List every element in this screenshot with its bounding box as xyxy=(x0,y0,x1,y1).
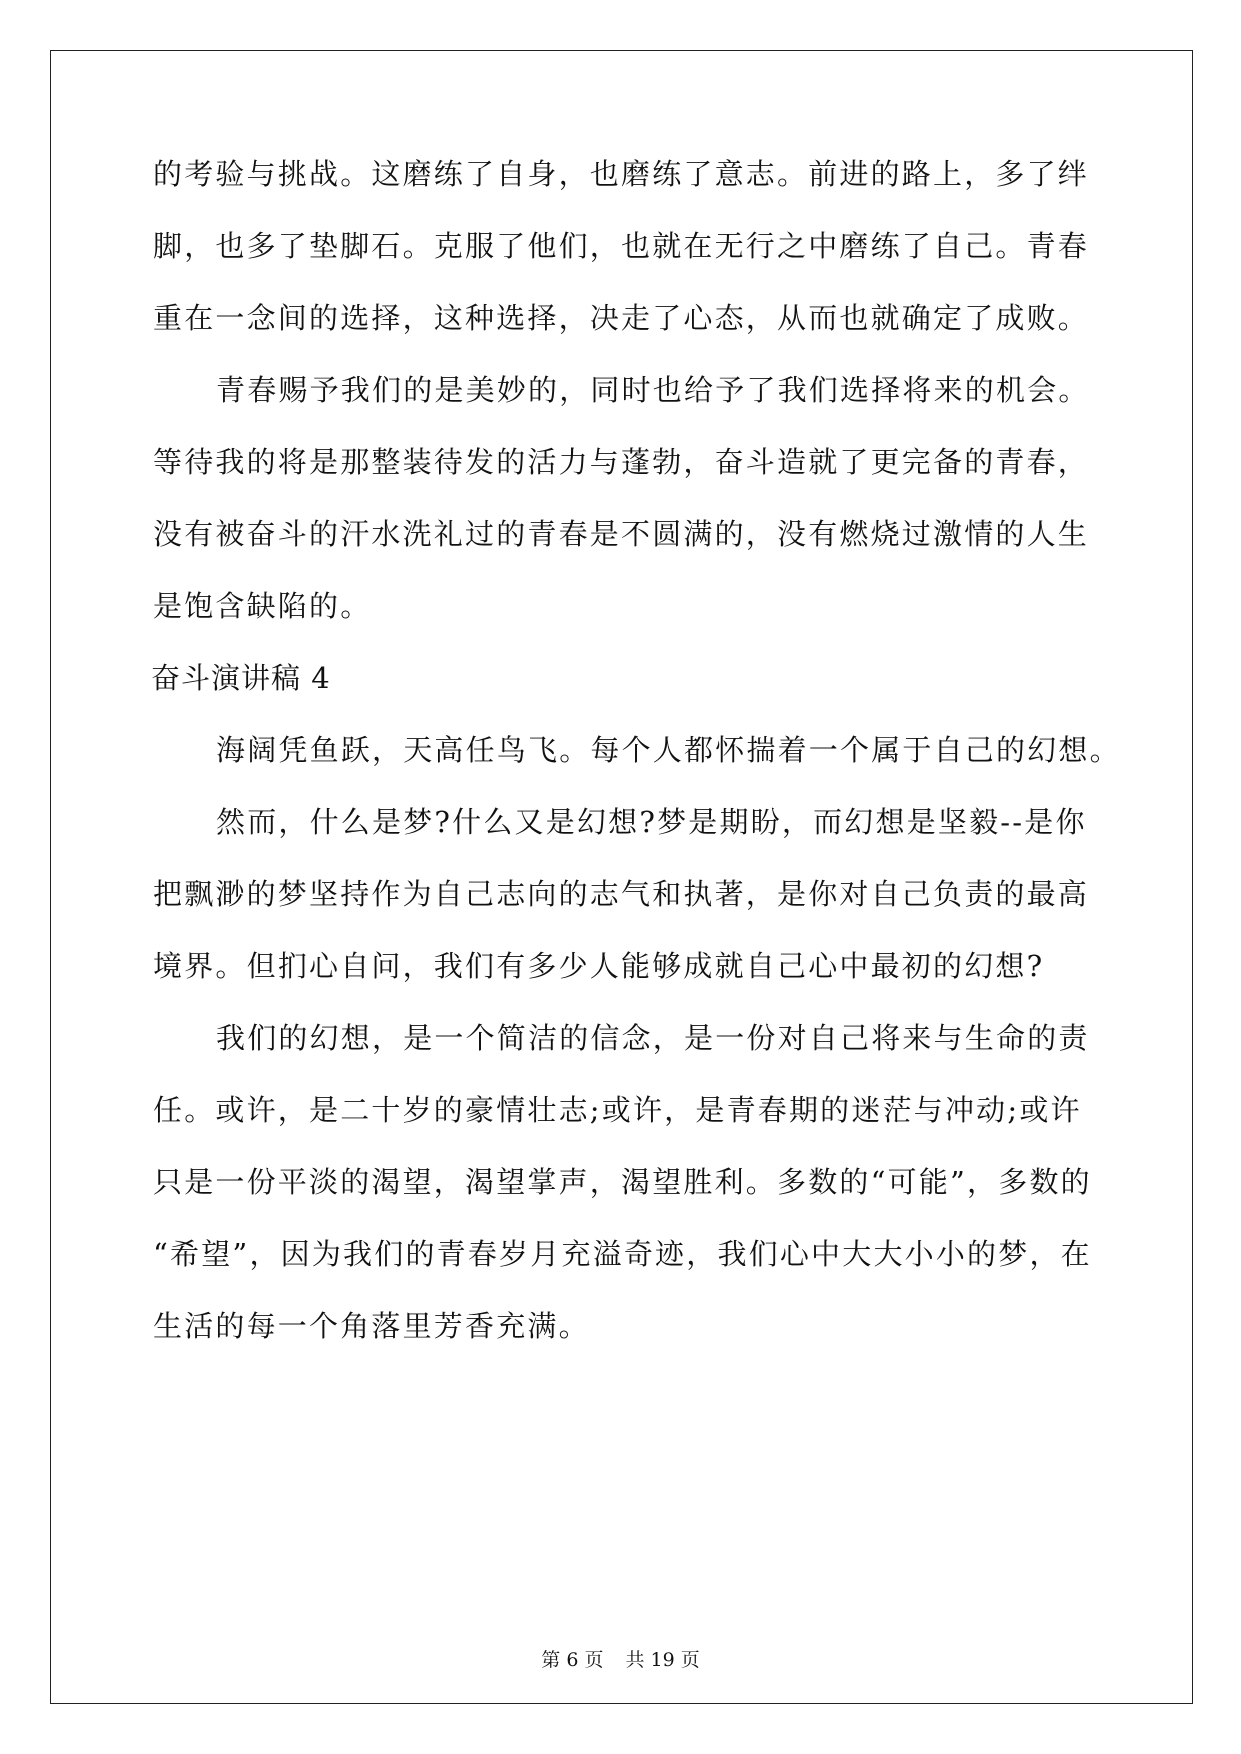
section-heading: 奋斗演讲稿 4 xyxy=(151,661,331,695)
body-line: 是饱含缺陷的。 xyxy=(153,589,372,623)
paragraph-start-line: 海阔凭鱼跃，天高任鸟飞。每个人都怀揣着一个属于自己的幻想。 xyxy=(216,733,1121,767)
body-line: 重在一念间的选择，这种选择，决走了心态，从而也就确定了成败。 xyxy=(153,301,1090,335)
paragraph-start-line: 我们的幻想，是一个简洁的信念，是一份对自己将来与生命的责 xyxy=(216,1021,1090,1055)
body-line: 等待我的将是那整装待发的活力与蓬勃，奋斗造就了更完备的青春， xyxy=(153,445,1090,479)
body-line: 没有被奋斗的汗水洗礼过的青春是不圆满的，没有燃烧过激情的人生 xyxy=(153,517,1090,551)
body-line: 脚，也多了垫脚石。克服了他们，也就在无行之中磨练了自己。青春 xyxy=(153,229,1090,263)
body-line: “希望”，因为我们的青春岁月充溢奇迹，我们心中大大小小的梦，在 xyxy=(153,1237,1092,1271)
page-number: 第 6 页 xyxy=(541,1649,604,1671)
paragraph-start-line: 然而，什么是梦?什么又是幻想?梦是期盼，而幻想是坚毅--是你 xyxy=(216,805,1087,839)
page-footer xyxy=(0,1647,1241,1673)
body-line: 任。或许，是二十岁的豪情壮志;或许，是青春期的迷茫与冲动;或许 xyxy=(153,1093,1082,1127)
paragraph-start-line: 青春赐予我们的是美妙的，同时也给予了我们选择将来的机会。 xyxy=(216,373,1090,407)
body-line: 把飘渺的梦坚持作为自己志向的志气和执著，是你对自己负责的最高 xyxy=(153,877,1090,911)
body-line: 境界。但扪心自问，我们有多少人能够成就自己心中最初的幻想? xyxy=(153,949,1045,983)
body-line: 只是一份平淡的渴望，渴望掌声，渴望胜利。多数的“可能”，多数的 xyxy=(153,1165,1092,1199)
body-line: 的考验与挑战。这磨练了自身，也磨练了意志。前进的路上，多了绊 xyxy=(153,157,1090,191)
body-line: 生活的每一个角落里芳香充满。 xyxy=(153,1309,590,1343)
page-total: 共 19 页 xyxy=(625,1649,700,1671)
